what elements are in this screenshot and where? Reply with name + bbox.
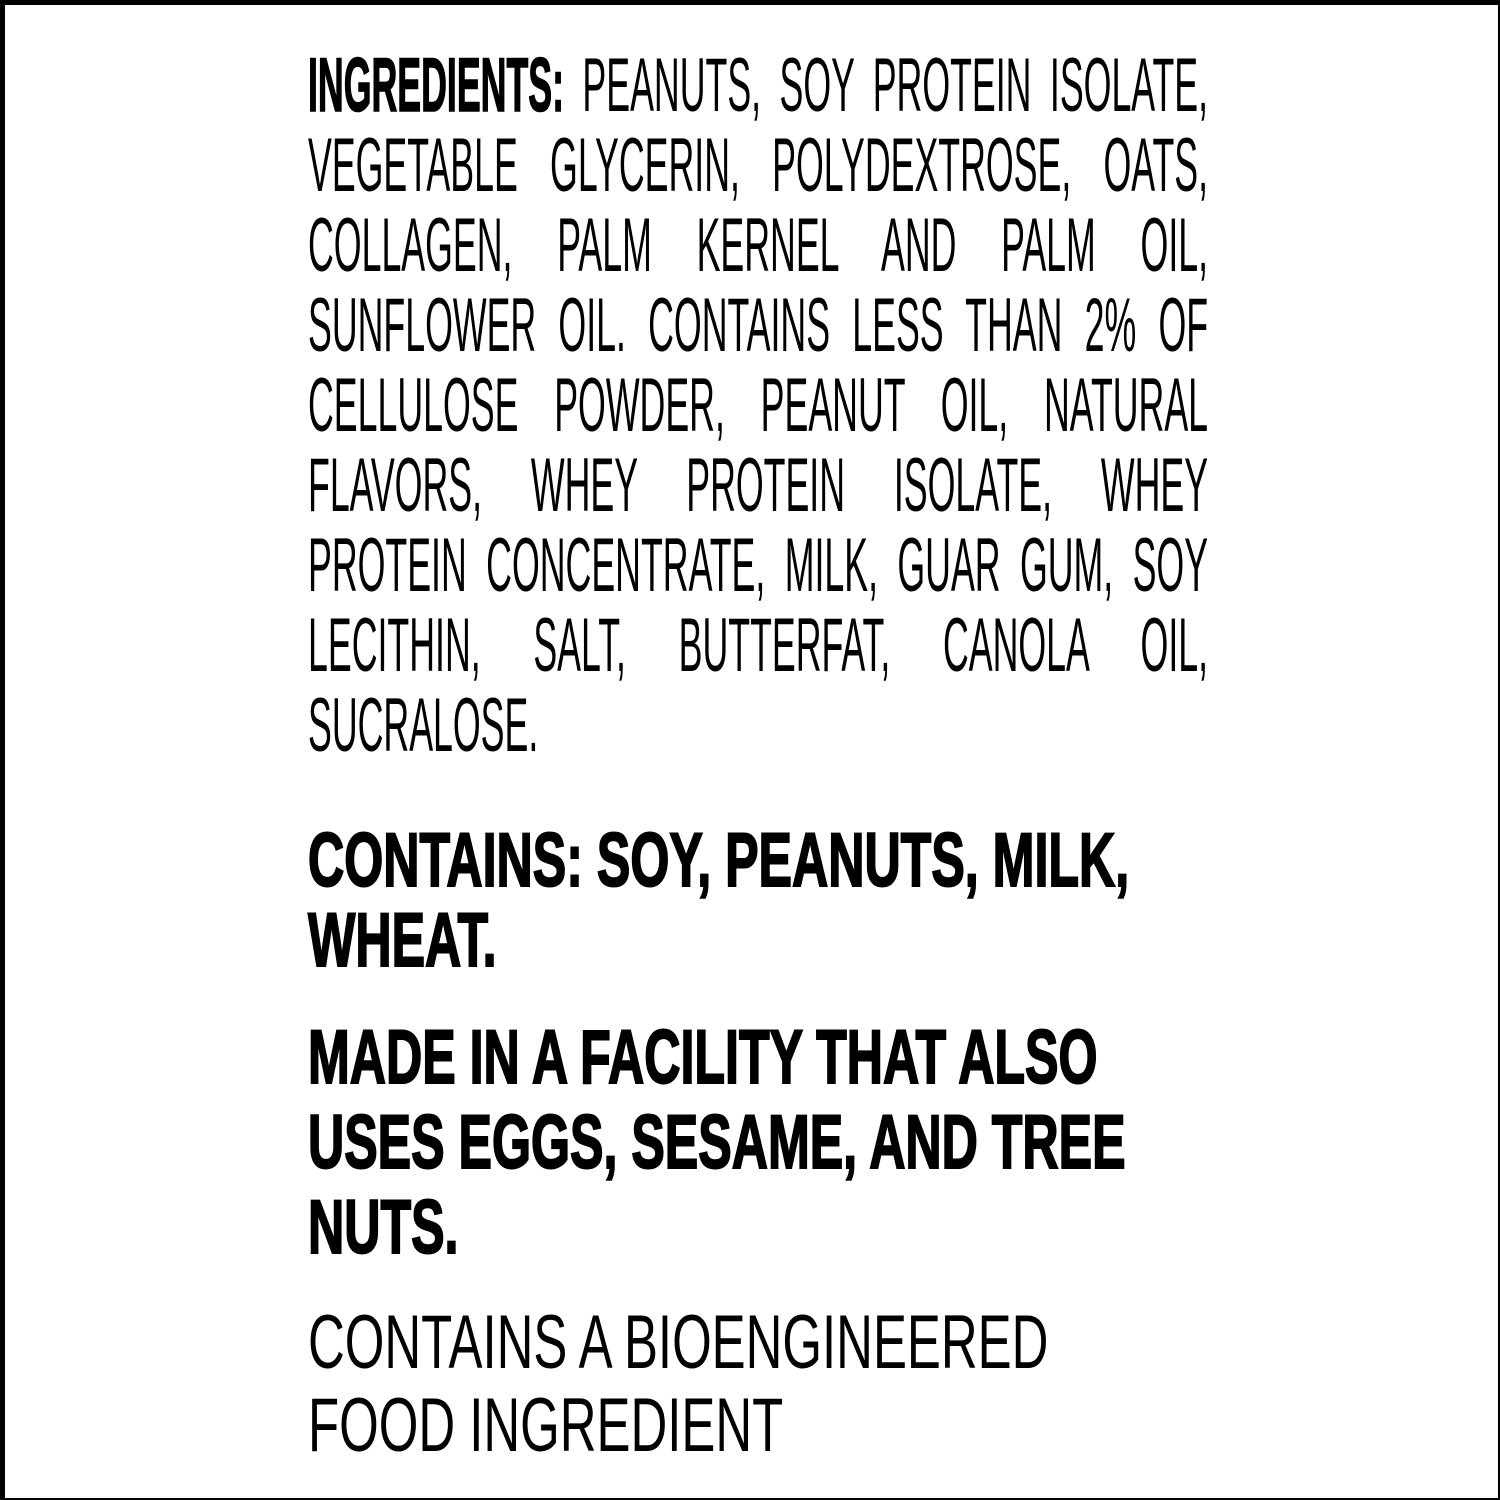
allergen-line: CONTAINS: SOY, PEANUTS, MILK,: [308, 818, 1130, 903]
allergen-line: WHEAT.: [308, 898, 497, 983]
ingredients-line: SUNFLOWER OIL. CONTAINS LESS THAN 2% OF: [308, 283, 1209, 368]
ingredients-line: FLAVORS, WHEY PROTEIN ISOLATE, WHEY: [308, 443, 1209, 528]
ingredients-line-text: PEANUTS, SOY PROTEIN ISOLATE,: [564, 43, 1209, 128]
bioengineered-line: CONTAINS A BIOENGINEERED: [308, 1300, 1049, 1385]
ingredients-line: COLLAGEN, PALM KERNEL AND PALM OIL,: [308, 203, 1209, 288]
ingredients-label-panel: [308, 43, 1500, 1468]
facility-line: USES EGGS, SESAME, AND TREE: [308, 1100, 1126, 1185]
ingredients-paragraph: [308, 43, 1209, 768]
allergen-contains-paragraph: [308, 818, 1500, 983]
bioengineered-paragraph: [308, 1301, 1500, 1467]
ingredients-line: LECITHIN, SALT, BUTTERFAT, CANOLA OIL,: [308, 603, 1209, 688]
ingredients-line: VEGETABLE GLYCERIN, POLYDEXTROSE, OATS,: [308, 123, 1209, 208]
ingredients-heading: INGREDIENTS:: [308, 43, 565, 128]
facility-warning-paragraph: [308, 1015, 1500, 1270]
ingredients-line: PROTEIN CONCENTRATE, MILK, GUAR GUM, SOY: [308, 523, 1209, 608]
bioengineered-line: FOOD INGREDIENT: [308, 1383, 784, 1468]
facility-line: NUTS.: [308, 1185, 459, 1270]
facility-line: MADE IN A FACILITY THAT ALSO: [308, 1015, 1098, 1100]
ingredients-line: [308, 43, 1209, 128]
ingredients-line: CELLULOSE POWDER, PEANUT OIL, NATURAL: [308, 363, 1209, 448]
ingredients-line: SUCRALOSE.: [308, 683, 539, 768]
